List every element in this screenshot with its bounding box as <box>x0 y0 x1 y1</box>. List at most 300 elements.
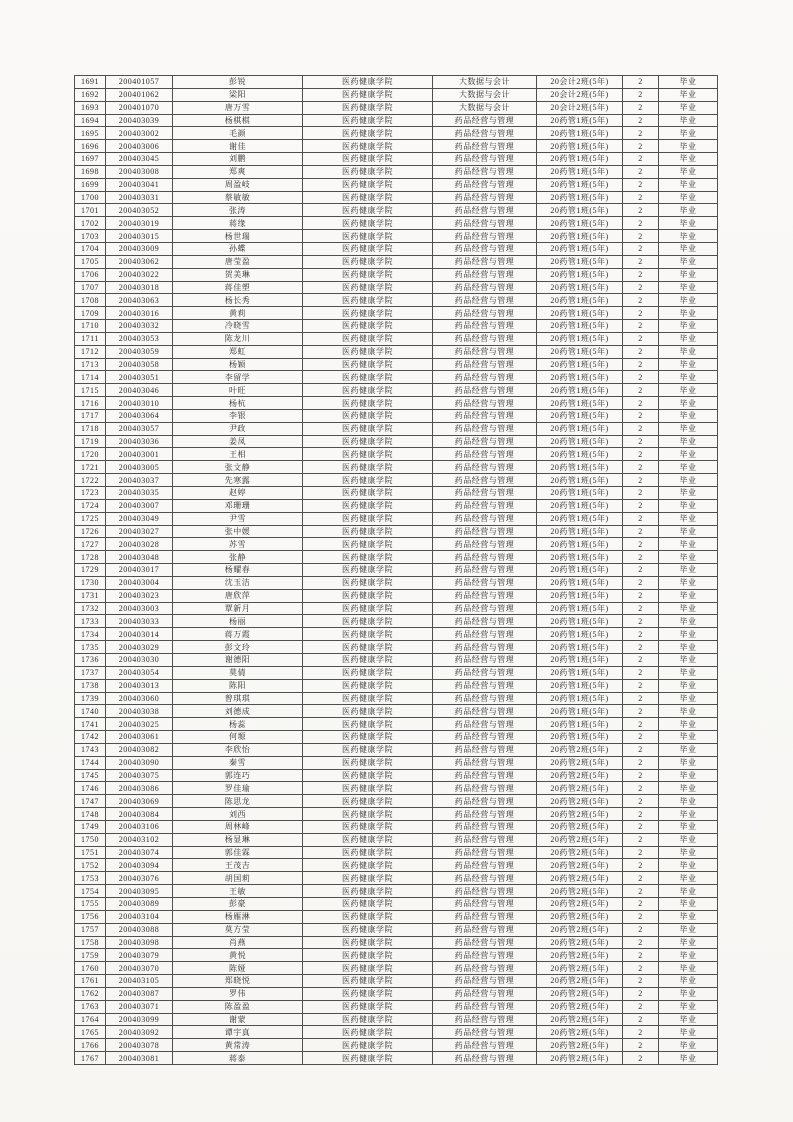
cell-major: 药品经营与管理 <box>433 512 537 525</box>
cell-index: 1767 <box>75 1052 106 1065</box>
cell-class: 20药管2班(5年) <box>537 949 623 962</box>
cell-major: 药品经营与管理 <box>433 628 537 641</box>
cell-major: 药品经营与管理 <box>433 422 537 435</box>
table-row <box>75 564 718 577</box>
cell-index: 1699 <box>75 178 106 191</box>
cell-student-id: 200403035 <box>106 487 173 500</box>
cell-class: 20药管2班(5年) <box>537 820 623 833</box>
cell-class: 20药管1班(5年) <box>537 602 623 615</box>
cell-index: 1757 <box>75 923 106 936</box>
cell-major: 药品经营与管理 <box>433 230 537 243</box>
cell-class: 20药管2班(5年) <box>537 1039 623 1052</box>
cell-student-id: 200403001 <box>106 448 173 461</box>
cell-college: 医药健康学院 <box>303 384 433 397</box>
cell-college: 医药健康学院 <box>303 923 433 936</box>
cell-student-id: 200403038 <box>106 705 173 718</box>
cell-status: 毕业 <box>659 769 718 782</box>
cell-student-id: 200403074 <box>106 846 173 859</box>
cell-college: 医药健康学院 <box>303 679 433 692</box>
cell-major: 药品经营与管理 <box>433 345 537 358</box>
cell-student-id: 200403003 <box>106 602 173 615</box>
cell-class: 20药管2班(5年) <box>537 743 623 756</box>
cell-index: 1751 <box>75 846 106 859</box>
cell-major: 药品经营与管理 <box>433 653 537 666</box>
cell-major: 药品经营与管理 <box>433 808 537 821</box>
table-row <box>75 769 718 782</box>
table-row <box>75 538 718 551</box>
cell-college: 医药健康学院 <box>303 987 433 1000</box>
cell-major: 药品经营与管理 <box>433 641 537 654</box>
cell-student-id: 200403058 <box>106 358 173 371</box>
cell-count: 2 <box>623 204 659 217</box>
cell-name: 杨世瑞 <box>173 230 303 243</box>
cell-name: 彭豪 <box>173 898 303 911</box>
cell-count: 2 <box>623 808 659 821</box>
cell-index: 1728 <box>75 551 106 564</box>
cell-count: 2 <box>623 307 659 320</box>
cell-student-id: 200403082 <box>106 743 173 756</box>
cell-status: 毕业 <box>659 101 718 114</box>
cell-index: 1732 <box>75 602 106 615</box>
cell-count: 2 <box>623 975 659 988</box>
cell-status: 毕业 <box>659 589 718 602</box>
cell-name: 王敏 <box>173 885 303 898</box>
cell-class: 20会计2班(5年) <box>537 88 623 101</box>
cell-count: 2 <box>623 872 659 885</box>
cell-index: 1740 <box>75 705 106 718</box>
cell-class: 20药管1班(5年) <box>537 242 623 255</box>
table-row <box>75 782 718 795</box>
cell-major: 药品经营与管理 <box>433 114 537 127</box>
cell-class: 20药管2班(5年) <box>537 769 623 782</box>
cell-college: 医药健康学院 <box>303 795 433 808</box>
cell-college: 医药健康学院 <box>303 936 433 949</box>
cell-college: 医药健康学院 <box>303 474 433 487</box>
cell-class: 20药管2班(5年) <box>537 795 623 808</box>
cell-student-id: 200401070 <box>106 101 173 114</box>
cell-student-id: 200403006 <box>106 140 173 153</box>
cell-major: 药品经营与管理 <box>433 872 537 885</box>
table-row <box>75 101 718 114</box>
cell-college: 医药健康学院 <box>303 1039 433 1052</box>
cell-major: 药品经营与管理 <box>433 769 537 782</box>
cell-status: 毕业 <box>659 808 718 821</box>
cell-name: 郑虹 <box>173 345 303 358</box>
cell-status: 毕业 <box>659 127 718 140</box>
cell-college: 医药健康学院 <box>303 512 433 525</box>
cell-major: 药品经营与管理 <box>433 487 537 500</box>
cell-major: 大数据与会计 <box>433 88 537 101</box>
cell-student-id: 200403064 <box>106 409 173 422</box>
cell-college: 医药健康学院 <box>303 666 433 679</box>
cell-index: 1738 <box>75 679 106 692</box>
cell-college: 医药健康学院 <box>303 602 433 615</box>
cell-major: 药品经营与管理 <box>433 910 537 923</box>
cell-index: 1693 <box>75 101 106 114</box>
cell-name: 毛颜 <box>173 127 303 140</box>
cell-name: 李欣怡 <box>173 743 303 756</box>
cell-index: 1731 <box>75 589 106 602</box>
cell-index: 1750 <box>75 833 106 846</box>
cell-class: 20药管1班(5年) <box>537 294 623 307</box>
cell-name: 苏雪 <box>173 538 303 551</box>
cell-student-id: 200403104 <box>106 910 173 923</box>
cell-student-id: 200403098 <box>106 936 173 949</box>
cell-count: 2 <box>623 859 659 872</box>
cell-student-id: 200403036 <box>106 435 173 448</box>
cell-index: 1703 <box>75 230 106 243</box>
cell-student-id: 200401057 <box>106 76 173 89</box>
cell-index: 1710 <box>75 320 106 333</box>
cell-college: 医药健康学院 <box>303 345 433 358</box>
cell-name: 黄悦 <box>173 949 303 962</box>
cell-status: 毕业 <box>659 268 718 281</box>
cell-major: 药品经营与管理 <box>433 371 537 384</box>
cell-student-id: 200403027 <box>106 525 173 538</box>
cell-status: 毕业 <box>659 898 718 911</box>
cell-student-id: 200403069 <box>106 795 173 808</box>
cell-index: 1756 <box>75 910 106 923</box>
cell-status: 毕业 <box>659 397 718 410</box>
cell-college: 医药健康学院 <box>303 178 433 191</box>
cell-student-id: 200403089 <box>106 898 173 911</box>
cell-college: 医药健康学院 <box>303 255 433 268</box>
cell-college: 医药健康学院 <box>303 615 433 628</box>
cell-major: 药品经营与管理 <box>433 898 537 911</box>
cell-index: 1711 <box>75 332 106 345</box>
cell-student-id: 200403041 <box>106 178 173 191</box>
cell-index: 1748 <box>75 808 106 821</box>
cell-count: 2 <box>623 820 659 833</box>
cell-major: 药品经营与管理 <box>433 692 537 705</box>
table-row <box>75 653 718 666</box>
cell-count: 2 <box>623 769 659 782</box>
cell-name: 蒋缘 <box>173 217 303 230</box>
cell-name: 杨长秀 <box>173 294 303 307</box>
cell-college: 医药健康学院 <box>303 641 433 654</box>
cell-student-id: 200403014 <box>106 628 173 641</box>
cell-status: 毕业 <box>659 512 718 525</box>
cell-count: 2 <box>623 178 659 191</box>
cell-name: 杨雁淋 <box>173 910 303 923</box>
cell-count: 2 <box>623 88 659 101</box>
cell-name: 郑晓悦 <box>173 975 303 988</box>
cell-index: 1741 <box>75 718 106 731</box>
cell-student-id: 200403025 <box>106 718 173 731</box>
cell-major: 药品经营与管理 <box>433 731 537 744</box>
cell-status: 毕业 <box>659 384 718 397</box>
cell-count: 2 <box>623 332 659 345</box>
cell-class: 20药管1班(5年) <box>537 332 623 345</box>
cell-major: 药品经营与管理 <box>433 1013 537 1026</box>
cell-index: 1717 <box>75 409 106 422</box>
cell-student-id: 200403090 <box>106 756 173 769</box>
cell-count: 2 <box>623 615 659 628</box>
cell-major: 药品经营与管理 <box>433 525 537 538</box>
cell-name: 黄莉 <box>173 307 303 320</box>
cell-index: 1764 <box>75 1013 106 1026</box>
cell-name: 胡国莉 <box>173 872 303 885</box>
table-row <box>75 962 718 975</box>
cell-student-id: 200403016 <box>106 307 173 320</box>
cell-class: 20药管1班(5年) <box>537 589 623 602</box>
cell-major: 药品经营与管理 <box>433 217 537 230</box>
cell-status: 毕业 <box>659 281 718 294</box>
cell-name: 杨杭 <box>173 397 303 410</box>
cell-student-id: 200403099 <box>106 1013 173 1026</box>
cell-name: 曾琪琪 <box>173 692 303 705</box>
cell-college: 医药健康学院 <box>303 114 433 127</box>
cell-student-id: 200403013 <box>106 679 173 692</box>
cell-index: 1727 <box>75 538 106 551</box>
cell-name: 莫倩 <box>173 666 303 679</box>
cell-class: 20药管1班(5年) <box>537 499 623 512</box>
cell-status: 毕业 <box>659 358 718 371</box>
cell-college: 医药健康学院 <box>303 127 433 140</box>
cell-college: 医药健康学院 <box>303 242 433 255</box>
cell-college: 医药健康学院 <box>303 551 433 564</box>
cell-major: 药品经营与管理 <box>433 268 537 281</box>
cell-class: 20药管1班(5年) <box>537 191 623 204</box>
cell-status: 毕业 <box>659 1039 718 1052</box>
cell-college: 医药健康学院 <box>303 1026 433 1039</box>
table-row <box>75 820 718 833</box>
cell-index: 1707 <box>75 281 106 294</box>
cell-class: 20药管2班(5年) <box>537 975 623 988</box>
cell-student-id: 200403005 <box>106 461 173 474</box>
cell-college: 医药健康学院 <box>303 230 433 243</box>
table-row <box>75 358 718 371</box>
cell-student-id: 200403015 <box>106 230 173 243</box>
table-row <box>75 1026 718 1039</box>
cell-count: 2 <box>623 255 659 268</box>
cell-major: 药品经营与管理 <box>433 949 537 962</box>
cell-major: 药品经营与管理 <box>433 281 537 294</box>
cell-status: 毕业 <box>659 833 718 846</box>
cell-count: 2 <box>623 525 659 538</box>
cell-college: 医药健康学院 <box>303 487 433 500</box>
cell-index: 1697 <box>75 153 106 166</box>
cell-student-id: 200403031 <box>106 191 173 204</box>
cell-college: 医药健康学院 <box>303 1013 433 1026</box>
cell-count: 2 <box>623 345 659 358</box>
cell-name: 莫方莹 <box>173 923 303 936</box>
cell-count: 2 <box>623 653 659 666</box>
cell-name: 邓珊珊 <box>173 499 303 512</box>
table-row <box>75 140 718 153</box>
cell-name: 赵婷 <box>173 487 303 500</box>
cell-class: 20药管2班(5年) <box>537 1013 623 1026</box>
cell-student-id: 200403052 <box>106 204 173 217</box>
cell-class: 20药管1班(5年) <box>537 679 623 692</box>
cell-college: 医药健康学院 <box>303 859 433 872</box>
cell-status: 毕业 <box>659 1000 718 1013</box>
cell-college: 医药健康学院 <box>303 846 433 859</box>
table-row <box>75 1052 718 1065</box>
cell-class: 20药管2班(5年) <box>537 898 623 911</box>
cell-student-id: 200403010 <box>106 397 173 410</box>
cell-class: 20药管2班(5年) <box>537 1026 623 1039</box>
cell-college: 医药健康学院 <box>303 718 433 731</box>
cell-index: 1724 <box>75 499 106 512</box>
cell-student-id: 200403070 <box>106 962 173 975</box>
cell-class: 20药管1班(5年) <box>537 178 623 191</box>
cell-major: 药品经营与管理 <box>433 859 537 872</box>
cell-major: 药品经营与管理 <box>433 833 537 846</box>
cell-student-id: 200403049 <box>106 512 173 525</box>
table-row <box>75 294 718 307</box>
table-row <box>75 114 718 127</box>
cell-index: 1761 <box>75 975 106 988</box>
cell-major: 药品经营与管理 <box>433 255 537 268</box>
cell-student-id: 200403009 <box>106 242 173 255</box>
cell-class: 20药管1班(5年) <box>537 127 623 140</box>
cell-index: 1709 <box>75 307 106 320</box>
table-row <box>75 872 718 885</box>
cell-class: 20药管1班(5年) <box>537 397 623 410</box>
cell-count: 2 <box>623 885 659 898</box>
cell-status: 毕业 <box>659 885 718 898</box>
cell-index: 1744 <box>75 756 106 769</box>
table-row <box>75 705 718 718</box>
cell-college: 医药健康学院 <box>303 525 433 538</box>
table-row <box>75 975 718 988</box>
cell-student-id: 200403095 <box>106 885 173 898</box>
table-row <box>75 743 718 756</box>
cell-count: 2 <box>623 268 659 281</box>
cell-student-id: 200403017 <box>106 564 173 577</box>
table-row <box>75 435 718 448</box>
cell-major: 药品经营与管理 <box>433 242 537 255</box>
cell-count: 2 <box>623 499 659 512</box>
cell-count: 2 <box>623 320 659 333</box>
cell-status: 毕业 <box>659 165 718 178</box>
cell-class: 20会计2班(5年) <box>537 76 623 89</box>
cell-student-id: 200403087 <box>106 987 173 1000</box>
cell-college: 医药健康学院 <box>303 653 433 666</box>
cell-college: 医药健康学院 <box>303 910 433 923</box>
cell-major: 药品经营与管理 <box>433 127 537 140</box>
cell-major: 药品经营与管理 <box>433 448 537 461</box>
cell-major: 大数据与会计 <box>433 76 537 89</box>
cell-count: 2 <box>623 833 659 846</box>
cell-major: 药品经营与管理 <box>433 820 537 833</box>
cell-count: 2 <box>623 230 659 243</box>
cell-student-id: 200403018 <box>106 281 173 294</box>
cell-status: 毕业 <box>659 949 718 962</box>
cell-status: 毕业 <box>659 217 718 230</box>
cell-status: 毕业 <box>659 756 718 769</box>
cell-index: 1713 <box>75 358 106 371</box>
cell-class: 20药管2班(5年) <box>537 859 623 872</box>
cell-count: 2 <box>623 191 659 204</box>
cell-major: 药品经营与管理 <box>433 564 537 577</box>
cell-major: 药品经营与管理 <box>433 307 537 320</box>
cell-status: 毕业 <box>659 692 718 705</box>
table-row <box>75 422 718 435</box>
cell-student-id: 200403084 <box>106 808 173 821</box>
cell-count: 2 <box>623 165 659 178</box>
cell-status: 毕业 <box>659 653 718 666</box>
cell-college: 医药健康学院 <box>303 461 433 474</box>
cell-status: 毕业 <box>659 153 718 166</box>
table-row <box>75 499 718 512</box>
cell-college: 医药健康学院 <box>303 898 433 911</box>
cell-status: 毕业 <box>659 1052 718 1065</box>
cell-college: 医药健康学院 <box>303 1000 433 1013</box>
cell-college: 医药健康学院 <box>303 564 433 577</box>
cell-index: 1705 <box>75 255 106 268</box>
cell-status: 毕业 <box>659 307 718 320</box>
cell-status: 毕业 <box>659 731 718 744</box>
cell-class: 20药管1班(5年) <box>537 165 623 178</box>
cell-name: 张静 <box>173 551 303 564</box>
cell-class: 20药管2班(5年) <box>537 846 623 859</box>
cell-major: 大数据与会计 <box>433 101 537 114</box>
table-row <box>75 628 718 641</box>
cell-name: 肖燕 <box>173 936 303 949</box>
table-row <box>75 576 718 589</box>
cell-class: 20药管1班(5年) <box>537 641 623 654</box>
cell-name: 郭连巧 <box>173 769 303 782</box>
cell-class: 20药管1班(5年) <box>537 692 623 705</box>
cell-name: 蒋万霞 <box>173 628 303 641</box>
table-row <box>75 461 718 474</box>
cell-college: 医药健康学院 <box>303 307 433 320</box>
cell-student-id: 200403105 <box>106 975 173 988</box>
cell-index: 1716 <box>75 397 106 410</box>
table-row <box>75 230 718 243</box>
cell-student-id: 200401062 <box>106 88 173 101</box>
cell-student-id: 200403076 <box>106 872 173 885</box>
cell-count: 2 <box>623 718 659 731</box>
student-roster-table <box>74 75 718 1065</box>
student-roster-body <box>75 76 718 1065</box>
cell-student-id: 200403094 <box>106 859 173 872</box>
cell-class: 20药管2班(5年) <box>537 987 623 1000</box>
cell-major: 药品经营与管理 <box>433 384 537 397</box>
cell-count: 2 <box>623 217 659 230</box>
cell-college: 医药健康学院 <box>303 140 433 153</box>
cell-college: 医药健康学院 <box>303 88 433 101</box>
cell-index: 1691 <box>75 76 106 89</box>
cell-major: 药品经营与管理 <box>433 975 537 988</box>
cell-index: 1766 <box>75 1039 106 1052</box>
cell-status: 毕业 <box>659 705 718 718</box>
table-row <box>75 409 718 422</box>
cell-student-id: 200403102 <box>106 833 173 846</box>
cell-major: 药品经营与管理 <box>433 409 537 422</box>
cell-student-id: 200403051 <box>106 371 173 384</box>
cell-major: 药品经营与管理 <box>433 165 537 178</box>
cell-college: 医药健康学院 <box>303 165 433 178</box>
cell-status: 毕业 <box>659 718 718 731</box>
cell-name: 杨棋棋 <box>173 114 303 127</box>
cell-index: 1753 <box>75 872 106 885</box>
cell-name: 谢佳 <box>173 140 303 153</box>
cell-status: 毕业 <box>659 641 718 654</box>
cell-count: 2 <box>623 923 659 936</box>
cell-class: 20药管1班(5年) <box>537 731 623 744</box>
cell-student-id: 200403060 <box>106 692 173 705</box>
cell-index: 1735 <box>75 641 106 654</box>
cell-index: 1737 <box>75 666 106 679</box>
cell-student-id: 200403086 <box>106 782 173 795</box>
cell-count: 2 <box>623 538 659 551</box>
cell-index: 1712 <box>75 345 106 358</box>
cell-major: 药品经营与管理 <box>433 474 537 487</box>
cell-college: 医药健康学院 <box>303 397 433 410</box>
